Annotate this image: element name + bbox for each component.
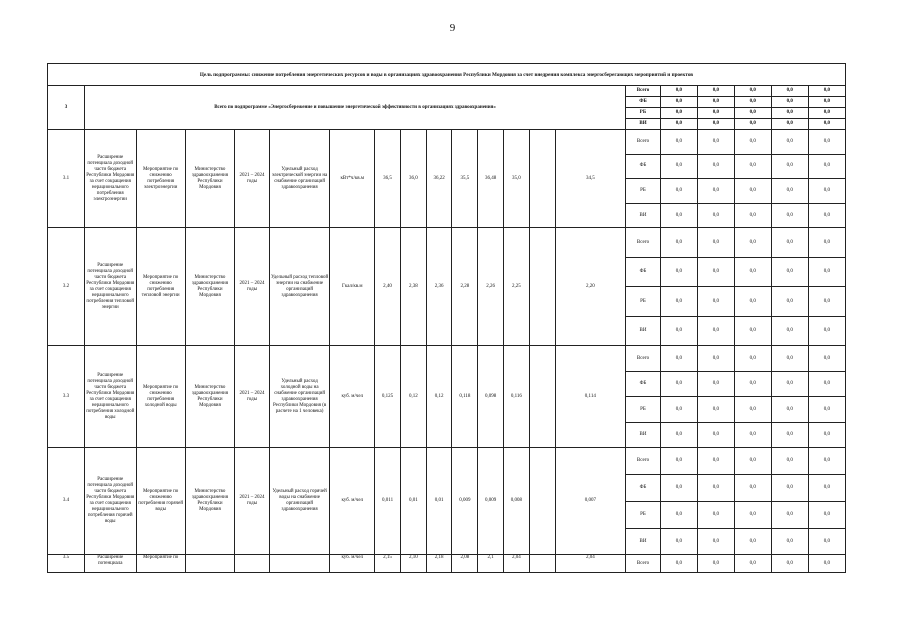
source-label: ФБ (626, 475, 661, 502)
amount-cell: 0,0 (771, 528, 808, 555)
amount-cell: 0,0 (808, 154, 845, 179)
amount-cell: 0,0 (697, 257, 734, 287)
indicator-value (529, 228, 555, 346)
amount-cell: 0,0 (660, 346, 697, 372)
amount-cell: 0,0 (697, 528, 734, 555)
amount-cell: 0,0 (808, 86, 845, 97)
indicator-value: 2,15 (375, 555, 401, 573)
amount-cell: 0,0 (771, 371, 808, 397)
source-label: Всего (626, 346, 661, 372)
indicator-value: 0,118 (452, 346, 478, 448)
amount-cell: 0,0 (697, 86, 734, 97)
amount-cell: 0,0 (808, 448, 845, 475)
amount-cell: 0,0 (808, 371, 845, 397)
amount-cell: 0,0 (808, 203, 845, 228)
section-number: 3.5 (48, 555, 85, 573)
amount-cell: 0,0 (808, 130, 845, 155)
amount-cell: 0,0 (697, 108, 734, 119)
indicator-value: 0,116 (504, 346, 530, 448)
source-label: ФБ (626, 257, 661, 287)
amount-cell: 0,0 (734, 179, 771, 204)
indicator-value: 2,10 (400, 555, 426, 573)
amount-cell: 0,0 (660, 555, 697, 573)
amount-cell: 0,0 (734, 371, 771, 397)
amount-cell: 0,0 (734, 397, 771, 423)
indicator-value: 2,38 (400, 228, 426, 346)
amount-cell: 0,0 (808, 119, 845, 130)
indicator-value: 2,18 (426, 555, 452, 573)
amount-cell: 0,0 (771, 448, 808, 475)
measure-name: Мероприятие по снижению потребления холодной воды (136, 346, 185, 448)
executor-name: Министерство здравоохранения Республики Мордовия (185, 448, 234, 555)
amount-cell: 0,0 (660, 501, 697, 528)
amount-cell: 0,0 (660, 119, 697, 130)
amount-cell: 0,0 (734, 475, 771, 502)
indicator-value: 36,22 (426, 130, 452, 228)
amount-cell: 0,0 (697, 475, 734, 502)
section-number: 3.3 (48, 346, 85, 448)
source-label: ВИ (626, 422, 661, 448)
measure-name: Мероприятие по (136, 555, 185, 573)
executor-name (185, 555, 234, 573)
amount-cell: 0,0 (734, 346, 771, 372)
source-label: Всего (626, 228, 661, 258)
amount-cell: 0,0 (697, 397, 734, 423)
indicator-value: 2,04 (555, 555, 626, 573)
source-label: ВИ (626, 528, 661, 555)
amount-cell: 0,0 (697, 119, 734, 130)
indicator-value: 0,009 (452, 448, 478, 555)
indicator-value: 0,114 (555, 346, 626, 448)
task-description: Расширение потенциала доходной части бюджета Республики Мордовия за счет сокращения нерационального потребления тепловой энергии (84, 228, 136, 346)
executor-name: Министерство здравоохранения Республики Мордовия (185, 130, 234, 228)
amount-cell: 0,0 (734, 86, 771, 97)
unit-of-measure: кВт*ч/кв.м (330, 130, 375, 228)
amount-cell: 0,0 (734, 287, 771, 317)
task-description: Расширение потенциала (84, 555, 136, 573)
amount-cell: 0,0 (697, 448, 734, 475)
amount-cell: 0,0 (660, 228, 697, 258)
amount-cell: 0,0 (660, 371, 697, 397)
amount-cell: 0,0 (734, 555, 771, 573)
amount-cell: 0,0 (697, 501, 734, 528)
indicator-value: 0,009 (478, 448, 504, 555)
amount-cell: 0,0 (771, 257, 808, 287)
section-row (48, 555, 846, 573)
unit-of-measure: куб. м/чел (330, 555, 375, 573)
amount-cell: 0,0 (660, 475, 697, 502)
section-row (48, 130, 846, 155)
goal-text: Цель подпрограммы: снижение потребления энергетических ресурсов и воды в организациях здравоохранения Республики Мордовия за счет внедрения комплекса энергосберегающих мероприятий и проектов (48, 64, 846, 86)
amount-cell: 0,0 (734, 97, 771, 108)
amount-cell: 0,0 (660, 257, 697, 287)
measure-name: Мероприятие по снижению потребления тепловой энергии (136, 228, 185, 346)
source-label: Всего (626, 86, 661, 97)
indicator-value: 36,0 (400, 130, 426, 228)
amount-cell: 0,0 (697, 316, 734, 346)
indicator-value: 0,01 (426, 448, 452, 555)
task-description: Расширение потенциала доходной части бюджета Республики Мордовия за счет сокращения нерационального потребления горячей воды (84, 448, 136, 555)
amount-cell: 0,0 (771, 154, 808, 179)
amount-cell: 0,0 (771, 397, 808, 423)
indicator-value (529, 346, 555, 448)
source-label: РБ (626, 108, 661, 119)
amount-cell: 0,0 (660, 97, 697, 108)
amount-cell: 0,0 (660, 397, 697, 423)
amount-cell: 0,0 (808, 287, 845, 317)
amount-cell: 0,0 (771, 475, 808, 502)
indicator-value: 2,26 (478, 228, 504, 346)
measure-name: Мероприятие по снижению потребления горячей воды (136, 448, 185, 555)
amount-cell: 0,0 (771, 97, 808, 108)
amount-cell: 0,0 (771, 203, 808, 228)
indicator-value: 36,48 (478, 130, 504, 228)
source-label: РБ (626, 287, 661, 317)
amount-cell: 0,0 (660, 316, 697, 346)
indicator-value: 36,5 (375, 130, 401, 228)
goal-row (48, 64, 846, 86)
section-number: 3.1 (48, 130, 85, 228)
indicator-value (529, 130, 555, 228)
amount-cell: 0,0 (734, 154, 771, 179)
amount-cell: 0,0 (808, 97, 845, 108)
unit-of-measure: куб. м/чел (330, 448, 375, 555)
implementation-period (235, 555, 270, 573)
amount-cell: 0,0 (771, 346, 808, 372)
amount-cell: 0,0 (660, 179, 697, 204)
amount-cell: 0,0 (660, 448, 697, 475)
indicator-value: 0,098 (478, 346, 504, 448)
amount-cell: 0,0 (734, 422, 771, 448)
indicator-value: 2,25 (504, 228, 530, 346)
amount-cell: 0,0 (734, 108, 771, 119)
total-row (48, 86, 846, 97)
source-label: ВИ (626, 316, 661, 346)
amount-cell: 0,0 (697, 154, 734, 179)
amount-cell: 0,0 (734, 228, 771, 258)
section-row (48, 448, 846, 475)
amount-cell: 0,0 (808, 228, 845, 258)
amount-cell: 0,0 (771, 86, 808, 97)
amount-cell: 0,0 (771, 316, 808, 346)
amount-cell: 0,0 (808, 316, 845, 346)
amount-cell: 0,0 (771, 119, 808, 130)
indicator-value: 0,12 (426, 346, 452, 448)
amount-cell: 0,0 (808, 528, 845, 555)
indicator-value: 2,28 (452, 228, 478, 346)
amount-cell: 0,0 (771, 228, 808, 258)
amount-cell: 0,0 (808, 397, 845, 423)
amount-cell: 0,0 (771, 422, 808, 448)
total-number: 3 (48, 86, 85, 130)
indicator-value: 35,0 (504, 130, 530, 228)
indicator-name (269, 555, 330, 573)
amount-cell: 0,0 (734, 119, 771, 130)
amount-cell: 0,0 (734, 257, 771, 287)
source-label: Всего (626, 448, 661, 475)
amount-cell: 0,0 (808, 475, 845, 502)
amount-cell: 0,0 (697, 555, 734, 573)
indicator-value: 0,008 (504, 448, 530, 555)
amount-cell: 0,0 (734, 130, 771, 155)
indicator-name: Удельный расход горячей воды на снабжение организаций здравоохранения (269, 448, 330, 555)
amount-cell: 0,0 (697, 97, 734, 108)
amount-cell: 0,0 (771, 501, 808, 528)
source-label: РБ (626, 179, 661, 204)
amount-cell: 0,0 (808, 179, 845, 204)
indicator-value: 2,08 (452, 555, 478, 573)
amount-cell: 0,0 (660, 86, 697, 97)
indicator-value: 35,5 (452, 130, 478, 228)
amount-cell: 0,0 (697, 179, 734, 204)
amount-cell: 0,0 (697, 346, 734, 372)
indicator-name: Удельный расход тепловой энергии на снабжение организаций здравоохранения (269, 228, 330, 346)
amount-cell: 0,0 (734, 528, 771, 555)
implementation-period: 2021 – 2024 годы (235, 448, 270, 555)
section-row (48, 346, 846, 372)
indicator-value: 2,40 (375, 228, 401, 346)
amount-cell: 0,0 (808, 346, 845, 372)
amount-cell: 0,0 (697, 371, 734, 397)
indicator-value: 2,04 (504, 555, 530, 573)
amount-cell: 0,0 (808, 555, 845, 573)
indicator-value: 0,01 (400, 448, 426, 555)
section-number: 3.2 (48, 228, 85, 346)
amount-cell: 0,0 (808, 422, 845, 448)
indicator-value: 0,007 (555, 448, 626, 555)
source-label: Всего (626, 555, 661, 573)
source-label: ФБ (626, 154, 661, 179)
amount-cell: 0,0 (660, 203, 697, 228)
source-label: РБ (626, 397, 661, 423)
indicator-value: 0,125 (375, 346, 401, 448)
section-row (48, 228, 846, 258)
indicator-value: 2,20 (555, 228, 626, 346)
unit-of-measure: Гкал/кв.м (330, 228, 375, 346)
source-label: Всего (626, 130, 661, 155)
amount-cell: 0,0 (697, 287, 734, 317)
indicator-value (529, 448, 555, 555)
source-label: ВИ (626, 119, 661, 130)
amount-cell: 0,0 (660, 130, 697, 155)
source-label: ФБ (626, 97, 661, 108)
indicator-value: 34,5 (555, 130, 626, 228)
source-label: ВИ (626, 203, 661, 228)
amount-cell: 0,0 (734, 501, 771, 528)
amount-cell: 0,0 (734, 203, 771, 228)
amount-cell: 0,0 (734, 448, 771, 475)
amount-cell: 0,0 (771, 555, 808, 573)
amount-cell: 0,0 (660, 422, 697, 448)
amount-cell: 0,0 (660, 108, 697, 119)
executor-name: Министерство здравоохранения Республики Мордовия (185, 346, 234, 448)
indicator-name: Удельный расход холодной воды на снабжение организаций здравоохранения Республики Мордовия (в расчете на 1 человека) (269, 346, 330, 448)
amount-cell: 0,0 (771, 130, 808, 155)
subprogram-table (47, 63, 846, 573)
amount-cell: 0,0 (697, 422, 734, 448)
amount-cell: 0,0 (808, 257, 845, 287)
task-description: Расширение потенциала доходной части бюджета Республики Мордовия за счет сокращения нерационального потребления холодной воды (84, 346, 136, 448)
amount-cell: 0,0 (808, 501, 845, 528)
indicator-value: 0,011 (375, 448, 401, 555)
indicator-value: 0,12 (400, 346, 426, 448)
amount-cell: 0,0 (734, 316, 771, 346)
implementation-period: 2021 – 2024 годы (235, 228, 270, 346)
implementation-period: 2021 – 2024 годы (235, 346, 270, 448)
task-description: Расширение потенциала доходной части бюджета Республики Мордовия за счет сокращения нерационального потребления электроэнергии (84, 130, 136, 228)
amount-cell: 0,0 (808, 108, 845, 119)
amount-cell: 0,0 (771, 287, 808, 317)
executor-name: Министерство здравоохранения Республики Мордовия (185, 228, 234, 346)
measure-name: Мероприятие по снижению потребления электроэнергии (136, 130, 185, 228)
amount-cell: 0,0 (697, 228, 734, 258)
indicator-value: 2,1 (478, 555, 504, 573)
amount-cell: 0,0 (660, 528, 697, 555)
amount-cell: 0,0 (697, 130, 734, 155)
indicator-value (529, 555, 555, 573)
amount-cell: 0,0 (771, 179, 808, 204)
amount-cell: 0,0 (660, 287, 697, 317)
page-number: 9 (449, 22, 456, 34)
amount-cell: 0,0 (660, 154, 697, 179)
implementation-period: 2021 – 2024 годы (235, 130, 270, 228)
section-number: 3.4 (48, 448, 85, 555)
amount-cell: 0,0 (771, 108, 808, 119)
source-label: РБ (626, 501, 661, 528)
indicator-value: 2,36 (426, 228, 452, 346)
source-label: ФБ (626, 371, 661, 397)
total-label: Всего по подпрограмме «Энергосбережение и повышение энергетической эффективности в организациях здравоохранения» (84, 86, 625, 130)
indicator-name: Удельный расход электрической энергии на снабжение организаций здравоохранения (269, 130, 330, 228)
unit-of-measure: куб. м/чел (330, 346, 375, 448)
amount-cell: 0,0 (697, 203, 734, 228)
